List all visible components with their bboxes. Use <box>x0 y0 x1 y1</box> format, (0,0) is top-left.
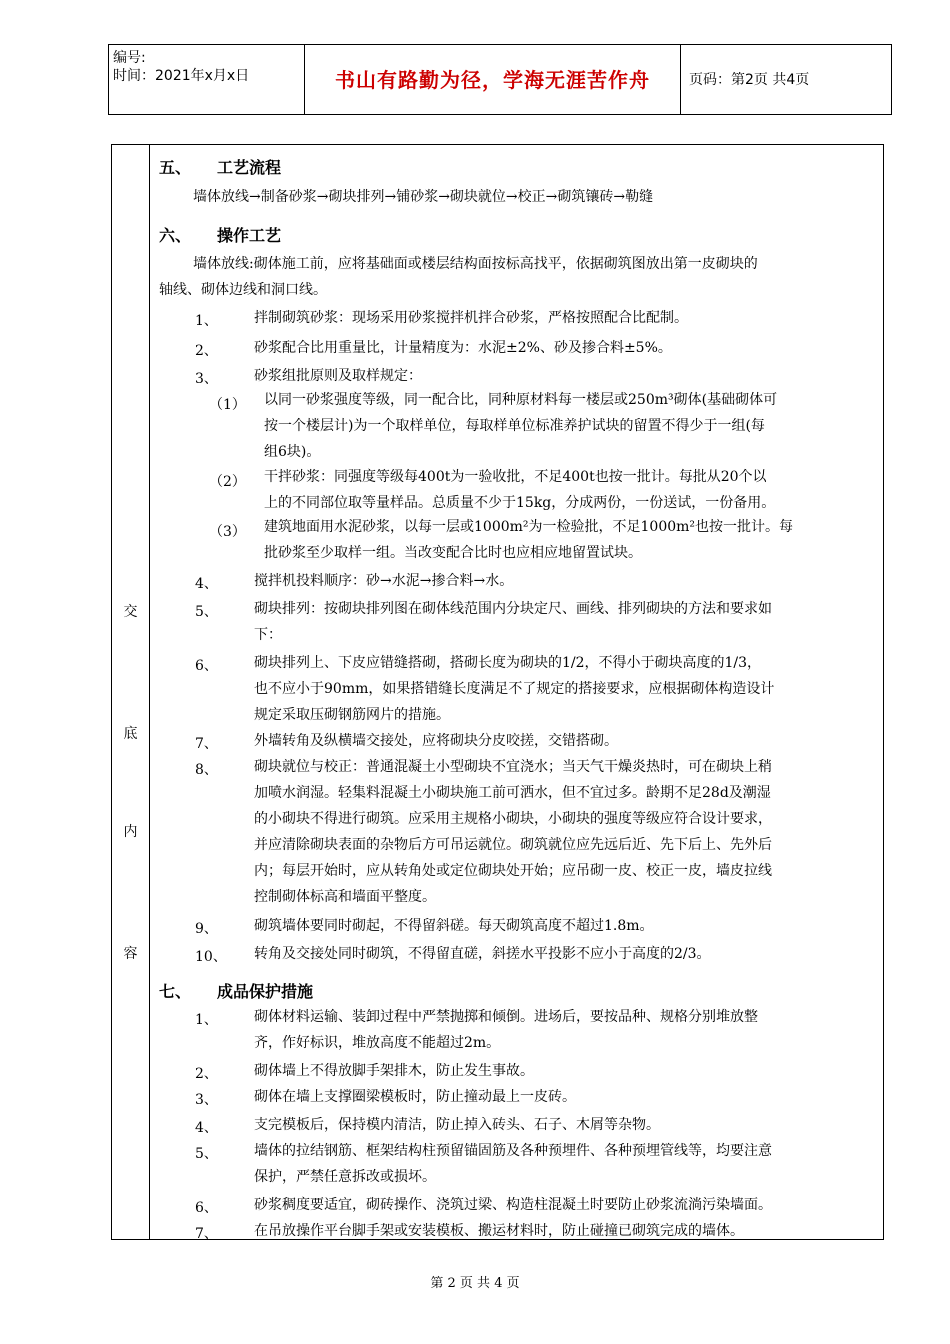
item-number: 8、 <box>195 762 218 778</box>
page-footer: 第 2 页 共 4 页 <box>430 1276 520 1291</box>
item-number: （3） <box>209 524 246 540</box>
item-text: 干拌砂浆：同强度等级每400t为一验收批，不足400t也按一批计。每批从20个以 <box>264 469 767 485</box>
item-text: 下： <box>254 627 282 643</box>
item-text: 加喷水润湿。轻集料混凝土小砌块施工前可洒水，但不宜过多。龄期不足28d及潮湿 <box>254 785 771 801</box>
item-text: 砌体材料运输、装卸过程中严禁抛掷和倾倒。进场后，要按品种、规格分别堆放整 <box>254 1009 758 1025</box>
item-text: 砌块排列：按砌块排列图在砌体线范围内分块定尺、画线、排列砌块的方法和要求如 <box>254 601 772 617</box>
content-table <box>111 144 884 1240</box>
side-label-char: 内 <box>123 824 138 840</box>
item-text: 砂浆稠度要适宜，砌砖操作、浇筑过梁、构造柱混凝土时要防止砂浆流淌污染墙面。 <box>254 1197 772 1213</box>
item-text: 内；每层开始时，应从转角处或定位砌块处开始；应吊砌一皮、校正一皮，墙皮拉线 <box>254 863 772 879</box>
item-number: 7、 <box>195 736 218 752</box>
code-label: 编号: <box>113 50 146 66</box>
item-text: 规定采取压砌钢筋网片的措施。 <box>254 707 450 723</box>
side-label-char: 交 <box>123 604 138 620</box>
item-text: 上的不同部位取等量样品。总质量不少于15kg，分成两份，一份送试，一份备用。 <box>264 495 776 511</box>
paragraph-line: 轴线、砌体边线和洞口线。 <box>159 282 327 298</box>
time-label: 时间：2021年x月x日 <box>113 68 250 84</box>
process-flow: 墙体放线→制备砂浆→砌块排列→铺砂浆→砌块就位→校正→砌筑镶砖→勒缝 <box>193 189 654 205</box>
item-number: （2） <box>209 474 246 490</box>
item-text: 砌体在墙上支撑圈梁模板时，防止撞动最上一皮砖。 <box>254 1089 576 1105</box>
motto: 书山有路勤为径，学海无涯苦作舟 <box>305 45 681 114</box>
item-number: 2、 <box>195 1066 218 1082</box>
item-number: 6、 <box>195 1200 218 1216</box>
item-text: 控制砌体标高和墙面平整度。 <box>254 889 436 905</box>
page-header <box>108 44 892 115</box>
item-number: 1、 <box>195 313 218 329</box>
section-number: 五、 <box>159 158 192 177</box>
item-number: 7、 <box>195 1226 218 1242</box>
item-number: 1、 <box>195 1012 218 1028</box>
section-number: 七、 <box>159 982 192 1001</box>
section-heading <box>159 155 281 178</box>
item-text: 砌体墙上不得放脚手架排木，防止发生事故。 <box>254 1063 534 1079</box>
item-number: 5、 <box>195 604 218 620</box>
item-number: 6、 <box>195 658 218 674</box>
item-text: 砂浆组批原则及取样规定： <box>254 368 422 384</box>
item-number: 4、 <box>195 1120 218 1136</box>
item-number: 2、 <box>195 343 218 359</box>
item-text: 砌筑墙体要同时砌起，不得留斜磋。每天砌筑高度不超过1.8m。 <box>254 918 654 934</box>
item-text: 并应清除砌块表面的杂物后方可吊运就位。砌筑就位应先远后近、先下后上、先外后 <box>254 837 772 853</box>
item-text: 建筑地面用水泥砂浆，以每一层或1000m²为一检验批，不足1000m²也按一批计。每 <box>264 519 794 535</box>
item-text: 批砂浆至少取样一组。当改变配合比时也应相应地留置试块。 <box>264 545 642 561</box>
item-number: （1） <box>209 397 246 413</box>
header-meta <box>109 45 305 114</box>
item-number: 4、 <box>195 576 218 592</box>
item-text: 齐，作好标识，堆放高度不能超过2m。 <box>254 1035 501 1051</box>
side-label-char: 底 <box>123 726 138 742</box>
column-divider <box>149 145 150 1239</box>
item-text: 砂浆配合比用重量比，计量精度为：水泥±2%、砂及掺合料±5%。 <box>254 340 672 356</box>
section-title: 操作工艺 <box>217 226 282 245</box>
item-text: 在吊放操作平台脚手架或安装模板、搬运材料时，防止碰撞已砌筑完成的墙体。 <box>254 1223 744 1239</box>
page-info: 页码：第2页 共4页 <box>689 72 810 88</box>
item-text: 砌块排列上、下皮应错缝搭砌，搭砌长度为砌块的1/2，不得小于砌块高度的1/3， <box>254 655 762 671</box>
item-text: 以同一砂浆强度等级，同一配合比，同种原材料每一楼层或250m³砌体(基础砌体可 <box>264 392 778 408</box>
item-number: 5、 <box>195 1146 218 1162</box>
item-text: 墙体的拉结钢筋、框架结构柱预留锚固筋及各种预埋件、各种预埋管线等，均要注意 <box>254 1143 772 1159</box>
item-text: 保护，严禁任意拆改或损坏。 <box>254 1169 436 1185</box>
item-text: 也不应小于90mm，如果搭错缝长度满足不了规定的搭接要求，应根据砌体构造设计 <box>254 681 775 697</box>
section-title: 工艺流程 <box>217 158 282 177</box>
item-number: 9、 <box>195 921 218 937</box>
item-number: 3、 <box>195 371 218 387</box>
item-text: 支完模板后，保持模内清洁，防止掉入砖头、石子、木屑等杂物。 <box>254 1117 660 1133</box>
side-label-char: 容 <box>123 946 138 962</box>
item-text: 搅拌机投料顺序：砂→水泥→掺合料→水。 <box>254 573 514 589</box>
item-text: 砌块就位与校正：普通混凝土小型砌块不宜浇水；当天气干燥炎热时，可在砌块上稍 <box>254 759 772 775</box>
section-title: 成品保护措施 <box>217 982 314 1001</box>
item-text: 的小砌块不得进行砌筑。应采用主规格小砌块，小砌块的强度等级应符合设计要求， <box>254 811 772 827</box>
item-text: 外墙转角及纵横墙交接处，应将砌块分皮咬搓，交错搭砌。 <box>254 733 618 749</box>
item-text: 转角及交接处同时砌筑，不得留直磋，斜搓水平投影不应小于高度的2/3。 <box>254 946 711 962</box>
item-number: 3、 <box>195 1092 218 1108</box>
item-text: 拌制砌筑砂浆：现场采用砂浆搅拌机拌合砂浆，严格按照配合比配制。 <box>254 310 688 326</box>
item-text: 组6块)。 <box>264 444 321 460</box>
section-number: 六、 <box>159 226 192 245</box>
item-number: 10、 <box>195 949 227 965</box>
item-text: 按一个楼层计)为一个取样单位，每取样单位标准养护试块的留置不得少于一组(每 <box>264 418 765 434</box>
paragraph-line: 墙体放线:砌体施工前，应将基础面或楼层结构面按标高找平，依据砌筑图放出第一皮砌块的 <box>193 256 758 272</box>
section-heading <box>159 979 313 1002</box>
section-heading <box>159 223 281 246</box>
